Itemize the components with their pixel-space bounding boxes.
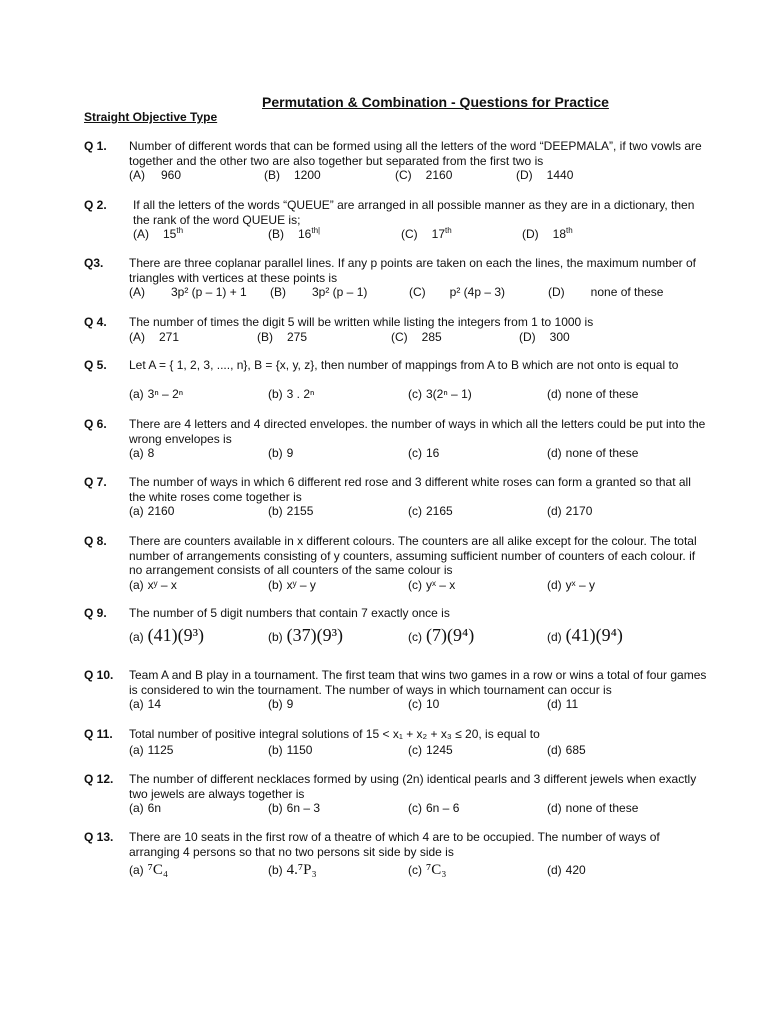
option-label: (c): [408, 387, 422, 401]
options: [129, 168, 709, 188]
option-label: (A): [129, 330, 145, 344]
option-value: 2165: [426, 504, 453, 518]
option-superscript: th: [176, 226, 184, 235]
option-value: 14: [147, 697, 162, 711]
options: [129, 387, 709, 407]
option-label: (d): [547, 446, 562, 460]
option-value: 6n – 3: [286, 801, 321, 815]
option-label: (A): [133, 227, 149, 241]
option-label: (D): [522, 227, 539, 241]
option-value: 3(2ⁿ – 1): [426, 387, 472, 401]
option-value: 3p² (p – 1): [312, 285, 368, 299]
option-value: none of these: [565, 801, 639, 815]
option-superscript: th|: [311, 226, 321, 235]
question-text: There are 10 seats in the first row of a theatre of which 4 are to be occupied. The number of ways of arranging 4 persons so that no two persons sit side by side is: [129, 830, 660, 859]
option-label: (d): [547, 630, 562, 644]
option-label: (C): [401, 227, 418, 241]
option-label: (A): [129, 168, 145, 182]
option-label: (D): [516, 168, 533, 182]
option-value: 9: [286, 697, 294, 711]
option-value: 8: [147, 446, 155, 460]
option-value: 3ⁿ – 2ⁿ: [147, 387, 184, 401]
option-label: (c): [408, 801, 422, 815]
option-label: (d): [547, 697, 562, 711]
option-label: (a): [129, 743, 144, 757]
option-label: (a): [129, 801, 144, 815]
question-text: There are 4 letters and 4 directed envelopes. the number of ways in which all the letters could be put into the wrong envelopes is: [129, 417, 706, 446]
option-label: (a): [129, 697, 144, 711]
option-value: yˣ – y: [565, 578, 595, 592]
option-label: (D): [548, 285, 565, 299]
option-label: (B): [270, 285, 286, 299]
option-label: (C): [391, 330, 408, 344]
question-text: Team A and B play in a tournament. The first team that wins two games in a row or wins a total of four games is considered to win the tournament. The number of ways in which tournament can occur is: [129, 668, 707, 697]
options: [133, 227, 713, 247]
option-label: (a): [129, 630, 144, 644]
question-number: Q 9.: [84, 606, 107, 620]
option-label: (d): [547, 504, 562, 518]
question-number: Q 12.: [84, 772, 114, 786]
options: [129, 625, 709, 652]
option-value: xʸ – x: [147, 578, 177, 592]
question-text: Total number of positive integral solutions of 15 < x₁ + x₂ + x₃ ≤ 20, is equal to: [129, 727, 540, 741]
section-subtitle: Straight Objective Type: [84, 110, 218, 124]
option-value: 2160: [425, 168, 453, 182]
option-value: p² (4p – 3): [449, 285, 506, 299]
option-value: (41)(9³): [147, 625, 205, 645]
option-value: 271: [159, 330, 180, 344]
question-number: Q 10.: [84, 668, 114, 682]
options: [129, 743, 709, 763]
question-text: The number of different necklaces formed by using (2n) identical pearls and 3 different jewels when exactly two jewels are always together is: [129, 772, 697, 801]
option-value: 1150: [286, 743, 313, 757]
option-label: (A): [129, 285, 145, 299]
option-label: (b): [268, 387, 283, 401]
option-label: (c): [408, 863, 422, 877]
option-value: 17: [431, 227, 446, 241]
option-label: (B): [264, 168, 280, 182]
option-value: 3p² (p – 1) + 1: [171, 285, 247, 299]
option-value: 11: [565, 697, 579, 711]
option-label: (B): [257, 330, 273, 344]
option-value: 18: [552, 227, 567, 241]
options: [129, 446, 709, 466]
option-value: xʸ – y: [286, 578, 316, 592]
option-label: (d): [547, 578, 562, 592]
option-value: none of these: [590, 285, 664, 299]
option-value: 1200: [294, 168, 321, 182]
option-label: (c): [408, 630, 422, 644]
option-value: 420: [565, 863, 586, 877]
question-number: Q 11.: [84, 727, 113, 741]
option-value: 16: [298, 227, 312, 241]
option-value: 6n: [147, 801, 162, 815]
option-label: (c): [408, 697, 422, 711]
question-number: Q 7.: [84, 475, 107, 489]
option-label: (b): [268, 578, 283, 592]
option-value: 16: [426, 446, 440, 460]
option-value: 4.⁷P₃: [286, 862, 317, 878]
option-superscript: th: [566, 226, 573, 235]
option-label: (b): [268, 446, 283, 460]
page-title: Permutation & Combination - Questions for Practice: [262, 94, 609, 110]
option-value: 285: [421, 330, 442, 344]
question-number: Q 8.: [84, 534, 107, 548]
option-label: (b): [268, 863, 283, 877]
option-value: 1440: [546, 168, 574, 182]
question-text: There are counters available in x different colours. The counters are all alike except for the colour. The total number of arrangements consisting of y counters, assuming sufficient number of counters of each colour. if no arrangement consists of all counters of the same colour is: [129, 534, 697, 577]
option-label: (c): [408, 504, 422, 518]
option-value: (41)(9⁴): [565, 625, 623, 645]
question-text: The number of 5 digit numbers that contain 7 exactly once is: [129, 606, 450, 620]
option-value: 10: [426, 697, 440, 711]
option-label: (D): [519, 330, 536, 344]
question-text: There are three coplanar parallel lines. If any p points are taken on each the lines, the maximum number of triangles with vertices at these points is: [129, 256, 696, 285]
option-label: (B): [268, 227, 284, 241]
option-value: 960: [161, 168, 182, 182]
options: [129, 801, 709, 821]
options: [129, 578, 709, 598]
option-label: (a): [129, 504, 144, 518]
question-number: Q 4.: [84, 315, 107, 329]
option-label: (a): [129, 863, 144, 877]
option-value: yˣ – x: [426, 578, 456, 592]
option-value: (37)(9³): [286, 625, 344, 645]
option-label: (b): [268, 504, 283, 518]
question-number: Q3.: [84, 256, 104, 270]
question-number: Q 6.: [84, 417, 107, 431]
question-number: Q 1.: [84, 139, 107, 153]
question-number: Q 13.: [84, 830, 114, 844]
option-value: 1125: [147, 743, 174, 757]
option-value: 275: [287, 330, 308, 344]
question-text: If all the letters of the words “QUEUE” are arranged in all possible manner as they are in a dictionary, then the rank of the word QUEUE is;: [133, 198, 695, 227]
option-label: (c): [408, 578, 422, 592]
option-value: 15: [163, 227, 177, 241]
option-label: (b): [268, 743, 283, 757]
question-number: Q 5.: [84, 358, 107, 372]
options: [129, 330, 709, 350]
option-value: none of these: [565, 387, 639, 401]
option-value: 3 . 2ⁿ: [286, 387, 315, 401]
option-value: 2170: [565, 504, 593, 518]
option-label: (d): [547, 743, 562, 757]
option-value: 2160: [147, 504, 175, 518]
option-label: (a): [129, 446, 144, 460]
question-text: The number of ways in which 6 different red rose and 3 different white roses can form a granted so that all the white roses come together is: [129, 475, 691, 504]
question-text: The number of times the digit 5 will be written while listing the integers from 1 to 1000 is: [129, 315, 594, 329]
option-label: (a): [129, 387, 144, 401]
option-value: 685: [565, 743, 586, 757]
option-label: (d): [547, 863, 562, 877]
option-value: 2155: [286, 504, 314, 518]
option-value: 300: [549, 330, 570, 344]
option-label: (c): [408, 743, 422, 757]
question-text: Number of different words that can be formed using all the letters of the word “DEEPMALA”, if two vowls are together and the other two are also together but separated from the first two is: [129, 139, 702, 168]
option-value: (7)(9⁴): [426, 625, 475, 645]
option-label: (b): [268, 697, 283, 711]
options: [129, 285, 709, 305]
option-label: (C): [395, 168, 412, 182]
option-label: (b): [268, 801, 283, 815]
option-label: (b): [268, 630, 283, 644]
options: [129, 697, 709, 717]
option-label: (d): [547, 387, 562, 401]
option-value: ⁷C₄: [147, 862, 169, 878]
options: [129, 504, 709, 524]
option-value: 1245: [426, 743, 453, 757]
option-value: 9: [286, 446, 294, 460]
option-label: (a): [129, 578, 144, 592]
options: [129, 863, 709, 885]
option-label: (d): [547, 801, 562, 815]
option-value: 6n – 6: [426, 801, 460, 815]
question-text: Let A = { 1, 2, 3, ...., n}, B = {x, y, z}, then number of mappings from A to B which are not onto is equal to: [129, 358, 679, 372]
option-superscript: th: [445, 226, 452, 235]
option-value: ⁷C₃: [426, 862, 447, 878]
option-value: none of these: [565, 446, 639, 460]
question-number: Q 2.: [84, 198, 107, 212]
option-label: (C): [409, 285, 426, 299]
option-label: (c): [408, 446, 422, 460]
